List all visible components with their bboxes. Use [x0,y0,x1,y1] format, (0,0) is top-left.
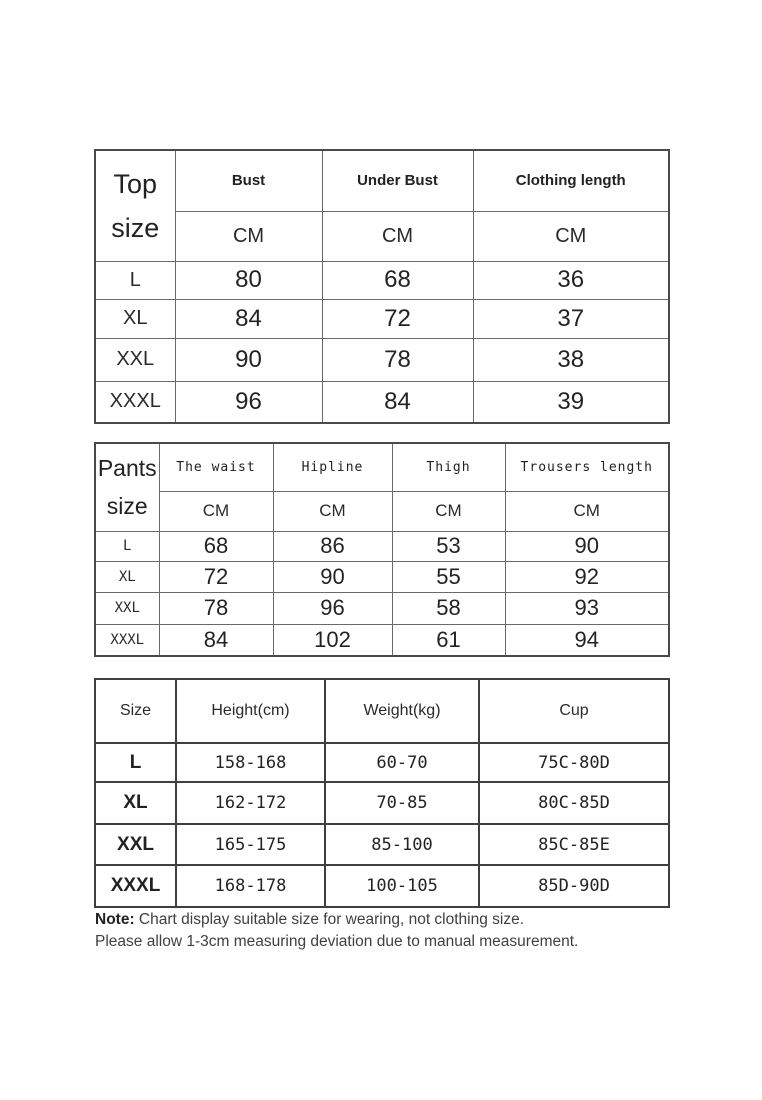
size-label: XXXL [95,624,159,656]
value-cell: 58 [392,592,505,624]
value-cell: 94 [505,624,669,656]
note-text-1: Chart display suitable size for wearing, not clothing size. [138,911,525,928]
value-cell: 72 [322,299,473,338]
value-cell: 162-172 [176,782,325,824]
value-cell: 70-85 [325,782,479,824]
column-header: Clothing length [473,150,669,211]
table-row [95,592,669,624]
value-cell: 90 [505,531,669,561]
column-header: Trousers length [505,443,669,491]
note [95,909,655,953]
value-cell: 78 [322,338,473,381]
table-row [95,299,669,338]
note-label: Note: [95,911,135,928]
note-text-2: Please allow 1-3cm measuring deviation due to manual measurement. [95,933,579,950]
value-cell: 96 [273,592,392,624]
value-cell: 53 [392,531,505,561]
table-row [95,624,669,656]
column-header: Height(cm) [176,679,325,743]
corner-line-2: size [106,493,148,520]
column-header: Size [95,679,176,743]
size-label: XL [95,299,175,338]
value-cell: 85C-85E [479,824,669,865]
corner-line-1: Pants [97,455,157,482]
column-header: Bust [175,150,322,211]
value-cell: 75C-80D [479,743,669,782]
value-cell: 90 [175,338,322,381]
value-cell: 86 [273,531,392,561]
column-header: Weight(kg) [325,679,479,743]
value-cell: 84 [159,624,273,656]
size-label: L [95,261,175,299]
value-cell: 165-175 [176,824,325,865]
value-cell: 72 [159,561,273,592]
pants-size-table [94,442,670,657]
size-label: XL [95,561,159,592]
unit-cell: CM [505,491,669,531]
size-label: XXXL [95,865,176,907]
value-cell: 68 [322,261,473,299]
table-row [95,865,669,907]
unit-cell: CM [322,211,473,261]
unit-cell: CM [175,211,322,261]
value-cell: 90 [273,561,392,592]
value-cell: 36 [473,261,669,299]
column-header: Hipline [273,443,392,491]
value-cell: 61 [392,624,505,656]
value-cell: 100-105 [325,865,479,907]
value-cell: 102 [273,624,392,656]
column-header: Under Bust [322,150,473,211]
table-row [95,743,669,782]
value-cell: 84 [322,381,473,423]
table-row [95,782,669,824]
column-header: Thigh [392,443,505,491]
value-cell: 80 [175,261,322,299]
top-size-corner-label [95,150,175,261]
value-cell: 93 [505,592,669,624]
value-cell: 80C-85D [479,782,669,824]
value-cell: 38 [473,338,669,381]
column-header: The waist [159,443,273,491]
value-cell: 39 [473,381,669,423]
size-label: L [95,531,159,561]
value-cell: 92 [505,561,669,592]
size-label: XXL [95,824,176,865]
unit-cell: CM [273,491,392,531]
value-cell: 168-178 [176,865,325,907]
note-line-1 [95,909,655,931]
body-size-table [94,678,670,908]
table-row [95,824,669,865]
value-cell: 68 [159,531,273,561]
corner-line-1: Top [113,168,158,199]
table-row [95,261,669,299]
pants-size-corner-label [95,443,159,531]
value-cell: 85D-90D [479,865,669,907]
note-line-2 [95,931,655,953]
value-cell: 60-70 [325,743,479,782]
unit-cell: CM [159,491,273,531]
top-size-table [94,149,670,424]
value-cell: 78 [159,592,273,624]
unit-cell: CM [392,491,505,531]
size-label: XXL [95,338,175,381]
value-cell: 85-100 [325,824,479,865]
corner-line-2: size [111,212,160,243]
size-label: XXXL [95,381,175,423]
table-row [95,531,669,561]
table-row [95,561,669,592]
value-cell: 55 [392,561,505,592]
size-label: XXL [95,592,159,624]
value-cell: 158-168 [176,743,325,782]
column-header: Cup [479,679,669,743]
value-cell: 37 [473,299,669,338]
table-row [95,338,669,381]
value-cell: 96 [175,381,322,423]
size-label: XL [95,782,176,824]
value-cell: 84 [175,299,322,338]
size-label: L [95,743,176,782]
table-row [95,381,669,423]
unit-cell: CM [473,211,669,261]
